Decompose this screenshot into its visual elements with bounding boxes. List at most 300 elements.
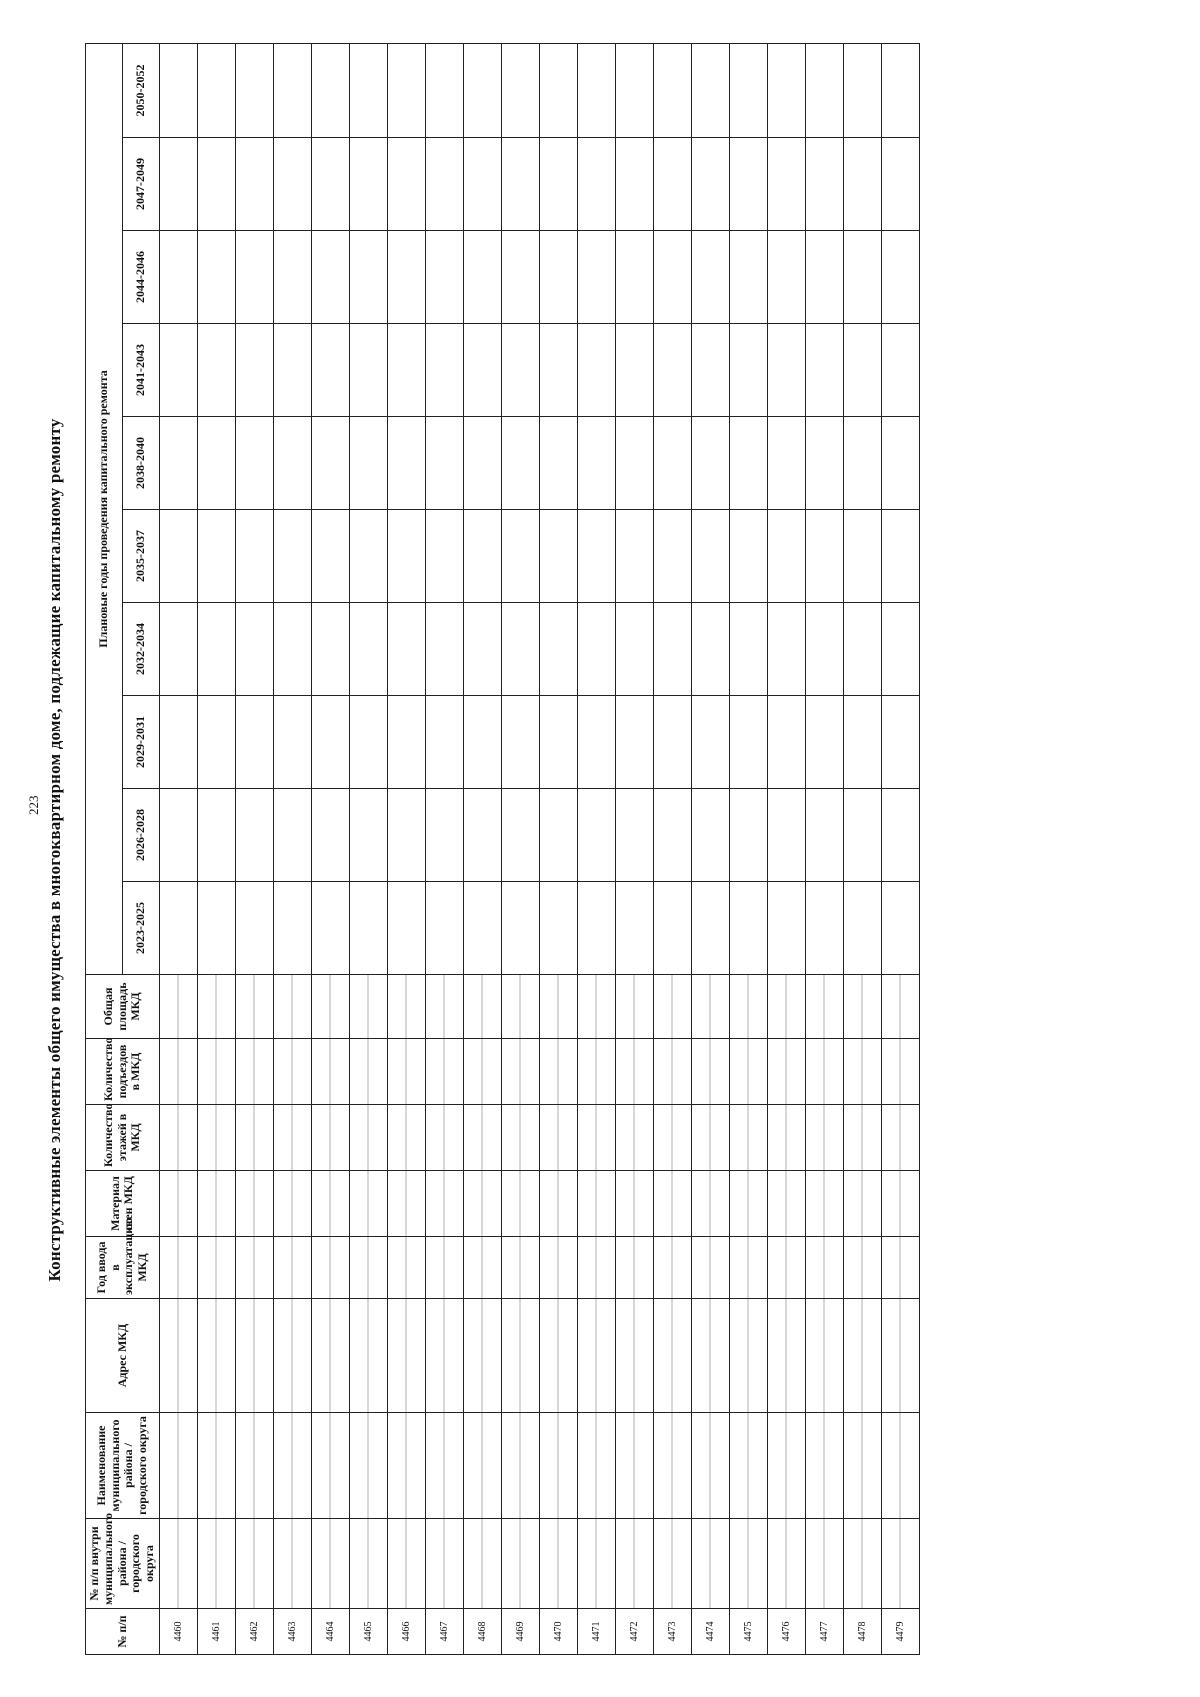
repair-plan-cell bbox=[273, 138, 311, 231]
mkd-detail-cell bbox=[881, 975, 919, 1039]
mkd-detail-cell bbox=[577, 1237, 615, 1299]
repair-plan-cell bbox=[577, 696, 615, 789]
mkd-detail-cell bbox=[273, 1299, 311, 1413]
repair-plan-cell bbox=[539, 231, 577, 324]
repair-plan-cell bbox=[577, 603, 615, 696]
mkd-detail-cell bbox=[197, 1519, 235, 1609]
repair-plan-cell bbox=[311, 510, 349, 603]
mkd-detail-cell bbox=[425, 1413, 463, 1519]
col-municipality: Наименование муниципального района / городского округа bbox=[86, 1413, 160, 1519]
repair-plan-cell bbox=[805, 417, 843, 510]
repair-plan-cell bbox=[501, 231, 539, 324]
mkd-detail-cell bbox=[691, 1039, 729, 1105]
mkd-detail-cell bbox=[805, 1171, 843, 1237]
row-number: 4470 bbox=[539, 1609, 577, 1655]
mkd-detail-cell bbox=[881, 1299, 919, 1413]
row-number: 4469 bbox=[501, 1609, 539, 1655]
year-column: 2032-2034 bbox=[122, 603, 159, 696]
mkd-detail-cell bbox=[387, 1105, 425, 1171]
mkd-detail-cell bbox=[653, 1105, 691, 1171]
repair-plan-cell bbox=[197, 417, 235, 510]
repair-plan-cell bbox=[615, 603, 653, 696]
mkd-detail-cell bbox=[881, 1237, 919, 1299]
page-number: 223 bbox=[26, 795, 41, 815]
row-number: 4473 bbox=[653, 1609, 691, 1655]
mkd-detail-cell bbox=[729, 1039, 767, 1105]
repair-plan-cell bbox=[387, 789, 425, 882]
repair-plan-cell bbox=[235, 43, 273, 137]
capital-repair-register-table bbox=[85, 43, 920, 1655]
mkd-detail-cell bbox=[197, 1039, 235, 1105]
mkd-detail-cell bbox=[387, 1039, 425, 1105]
row-number: 4478 bbox=[843, 1609, 881, 1655]
repair-plan-cell bbox=[501, 603, 539, 696]
document-title: Конструктивные элементы общего имущества в многоквартирном доме, подлежащие капитальному ремонту bbox=[45, 418, 64, 1282]
repair-plan-cell bbox=[881, 324, 919, 417]
mkd-detail-cell bbox=[615, 1519, 653, 1609]
mkd-detail-cell bbox=[767, 1413, 805, 1519]
rotated-sheet bbox=[45, 45, 1155, 1655]
year-column: 2029-2031 bbox=[122, 696, 159, 789]
repair-plan-cell bbox=[349, 231, 387, 324]
repair-plan-cell bbox=[463, 696, 501, 789]
repair-plan-cell bbox=[349, 696, 387, 789]
repair-plan-cell bbox=[311, 789, 349, 882]
repair-plan-cell bbox=[425, 510, 463, 603]
repair-plan-cell bbox=[197, 231, 235, 324]
repair-plan-cell bbox=[235, 510, 273, 603]
row-number: 4475 bbox=[729, 1609, 767, 1655]
year-column: 2047-2049 bbox=[122, 138, 159, 231]
repair-plan-cell bbox=[159, 603, 197, 696]
mkd-detail-cell bbox=[615, 1039, 653, 1105]
planned-years-heading: Плановые годы проведения капитального ремонта bbox=[86, 43, 123, 974]
col-row-no: № п/п bbox=[86, 1609, 160, 1655]
repair-plan-cell bbox=[881, 696, 919, 789]
repair-plan-cell bbox=[501, 510, 539, 603]
repair-plan-cell bbox=[159, 231, 197, 324]
mkd-detail-cell bbox=[273, 1105, 311, 1171]
row-number: 4462 bbox=[235, 1609, 273, 1655]
mkd-detail-cell bbox=[843, 1413, 881, 1519]
repair-plan-cell bbox=[767, 324, 805, 417]
mkd-detail-cell bbox=[881, 1171, 919, 1237]
repair-plan-cell bbox=[805, 789, 843, 882]
mkd-detail-cell bbox=[843, 1299, 881, 1413]
repair-plan-cell bbox=[577, 43, 615, 137]
mkd-detail-cell bbox=[805, 1237, 843, 1299]
mkd-detail-cell bbox=[691, 1299, 729, 1413]
repair-plan-cell bbox=[463, 882, 501, 975]
mkd-detail-cell bbox=[767, 1519, 805, 1609]
mkd-detail-cell bbox=[767, 1105, 805, 1171]
repair-plan-cell bbox=[197, 696, 235, 789]
repair-plan-cell bbox=[577, 231, 615, 324]
repair-plan-cell bbox=[881, 138, 919, 231]
mkd-detail-cell bbox=[843, 1171, 881, 1237]
mkd-detail-cell bbox=[197, 1413, 235, 1519]
mkd-detail-cell bbox=[767, 1299, 805, 1413]
mkd-detail-cell bbox=[425, 1039, 463, 1105]
mkd-detail-cell bbox=[691, 1413, 729, 1519]
repair-plan-cell bbox=[615, 231, 653, 324]
repair-plan-cell bbox=[805, 43, 843, 137]
repair-plan-cell bbox=[729, 882, 767, 975]
mkd-detail-cell bbox=[767, 1237, 805, 1299]
year-column: 2038-2040 bbox=[122, 417, 159, 510]
repair-plan-cell bbox=[273, 510, 311, 603]
row-number: 4464 bbox=[311, 1609, 349, 1655]
mkd-detail-cell bbox=[539, 1413, 577, 1519]
repair-plan-cell bbox=[539, 417, 577, 510]
mkd-detail-cell bbox=[349, 975, 387, 1039]
repair-plan-cell bbox=[159, 510, 197, 603]
table-row bbox=[197, 43, 235, 1654]
mkd-detail-cell bbox=[387, 1171, 425, 1237]
mkd-detail-cell bbox=[539, 1237, 577, 1299]
row-number: 4468 bbox=[463, 1609, 501, 1655]
repair-plan-cell bbox=[615, 324, 653, 417]
repair-plan-cell bbox=[767, 43, 805, 137]
mkd-detail-cell bbox=[881, 1039, 919, 1105]
repair-plan-cell bbox=[805, 696, 843, 789]
mkd-detail-cell bbox=[805, 1105, 843, 1171]
mkd-detail-cell bbox=[805, 1519, 843, 1609]
repair-plan-cell bbox=[197, 138, 235, 231]
repair-plan-cell bbox=[767, 417, 805, 510]
mkd-detail-cell bbox=[425, 1299, 463, 1413]
mkd-detail-cell bbox=[501, 1171, 539, 1237]
mkd-detail-cell bbox=[425, 975, 463, 1039]
mkd-detail-cell bbox=[273, 1171, 311, 1237]
repair-plan-cell bbox=[159, 789, 197, 882]
repair-plan-cell bbox=[881, 510, 919, 603]
mkd-detail-cell bbox=[539, 1105, 577, 1171]
mkd-detail-cell bbox=[235, 1039, 273, 1105]
mkd-detail-cell bbox=[349, 1413, 387, 1519]
mkd-detail-cell bbox=[881, 1105, 919, 1171]
repair-plan-cell bbox=[501, 138, 539, 231]
year-column: 2035-2037 bbox=[122, 510, 159, 603]
repair-plan-cell bbox=[311, 603, 349, 696]
mkd-detail-cell bbox=[425, 1519, 463, 1609]
mkd-detail-cell bbox=[843, 975, 881, 1039]
repair-plan-cell bbox=[805, 510, 843, 603]
repair-plan-cell bbox=[691, 696, 729, 789]
repair-plan-cell bbox=[387, 417, 425, 510]
mkd-detail-cell bbox=[197, 1105, 235, 1171]
repair-plan-cell bbox=[539, 696, 577, 789]
table-row bbox=[767, 43, 805, 1654]
row-number: 4477 bbox=[805, 1609, 843, 1655]
year-column: 2050-2052 bbox=[122, 43, 159, 137]
mkd-detail-cell bbox=[463, 1105, 501, 1171]
repair-plan-cell bbox=[653, 417, 691, 510]
repair-plan-cell bbox=[501, 789, 539, 882]
mkd-detail-cell bbox=[729, 1413, 767, 1519]
col-wall-material: Материал стен МКД bbox=[86, 1171, 160, 1237]
repair-plan-cell bbox=[425, 789, 463, 882]
mkd-detail-cell bbox=[349, 1039, 387, 1105]
repair-plan-cell bbox=[349, 417, 387, 510]
repair-plan-cell bbox=[805, 231, 843, 324]
repair-plan-cell bbox=[767, 882, 805, 975]
mkd-detail-cell bbox=[387, 1237, 425, 1299]
repair-plan-cell bbox=[273, 696, 311, 789]
col-area: Общая площадь МКД bbox=[86, 975, 160, 1039]
mkd-detail-cell bbox=[197, 975, 235, 1039]
mkd-detail-cell bbox=[577, 1039, 615, 1105]
repair-plan-cell bbox=[273, 324, 311, 417]
repair-plan-cell bbox=[577, 510, 615, 603]
mkd-detail-cell bbox=[235, 1105, 273, 1171]
mkd-detail-cell bbox=[387, 1413, 425, 1519]
mkd-detail-cell bbox=[235, 975, 273, 1039]
repair-plan-cell bbox=[539, 603, 577, 696]
mkd-detail-cell bbox=[539, 975, 577, 1039]
mkd-detail-cell bbox=[539, 1299, 577, 1413]
repair-plan-cell bbox=[235, 603, 273, 696]
repair-plan-cell bbox=[349, 324, 387, 417]
repair-plan-cell bbox=[691, 231, 729, 324]
mkd-detail-cell bbox=[349, 1299, 387, 1413]
table-row bbox=[501, 43, 539, 1654]
mkd-detail-cell bbox=[691, 1105, 729, 1171]
repair-plan-cell bbox=[425, 231, 463, 324]
mkd-detail-cell bbox=[653, 975, 691, 1039]
mkd-detail-cell bbox=[843, 1039, 881, 1105]
repair-plan-cell bbox=[539, 882, 577, 975]
repair-plan-cell bbox=[615, 43, 653, 137]
mkd-detail-cell bbox=[235, 1237, 273, 1299]
repair-plan-cell bbox=[235, 696, 273, 789]
repair-plan-cell bbox=[653, 510, 691, 603]
repair-plan-cell bbox=[235, 789, 273, 882]
mkd-detail-cell bbox=[311, 1237, 349, 1299]
row-number: 4479 bbox=[881, 1609, 919, 1655]
mkd-detail-cell bbox=[653, 1039, 691, 1105]
repair-plan-cell bbox=[425, 882, 463, 975]
repair-plan-cell bbox=[349, 882, 387, 975]
mkd-detail-cell bbox=[463, 1237, 501, 1299]
row-number: 4471 bbox=[577, 1609, 615, 1655]
mkd-detail-cell bbox=[729, 1519, 767, 1609]
repair-plan-cell bbox=[881, 789, 919, 882]
mkd-detail-cell bbox=[197, 1299, 235, 1413]
mkd-detail-cell bbox=[729, 975, 767, 1039]
mkd-detail-cell bbox=[653, 1237, 691, 1299]
table-row bbox=[539, 43, 577, 1654]
repair-plan-cell bbox=[729, 510, 767, 603]
repair-plan-cell bbox=[843, 231, 881, 324]
mkd-detail-cell bbox=[159, 1413, 197, 1519]
table-row bbox=[273, 43, 311, 1654]
col-entrances: Количество подъездов в МКД bbox=[86, 1039, 160, 1105]
repair-plan-cell bbox=[425, 138, 463, 231]
repair-plan-cell bbox=[273, 417, 311, 510]
mkd-detail-cell bbox=[159, 1237, 197, 1299]
repair-plan-cell bbox=[805, 603, 843, 696]
mkd-detail-cell bbox=[159, 1171, 197, 1237]
mkd-detail-cell bbox=[463, 1413, 501, 1519]
table-row bbox=[463, 43, 501, 1654]
repair-plan-cell bbox=[501, 324, 539, 417]
repair-plan-cell bbox=[235, 138, 273, 231]
repair-plan-cell bbox=[691, 138, 729, 231]
repair-plan-cell bbox=[463, 789, 501, 882]
repair-plan-cell bbox=[767, 789, 805, 882]
repair-plan-cell bbox=[159, 696, 197, 789]
repair-plan-cell bbox=[881, 882, 919, 975]
repair-plan-cell bbox=[425, 43, 463, 137]
row-number: 4474 bbox=[691, 1609, 729, 1655]
repair-plan-cell bbox=[843, 138, 881, 231]
repair-plan-cell bbox=[159, 324, 197, 417]
mkd-detail-cell bbox=[273, 1413, 311, 1519]
repair-plan-cell bbox=[881, 231, 919, 324]
repair-plan-cell bbox=[425, 603, 463, 696]
repair-plan-cell bbox=[653, 603, 691, 696]
mkd-detail-cell bbox=[501, 1299, 539, 1413]
repair-plan-cell bbox=[729, 43, 767, 137]
mkd-detail-cell bbox=[577, 1105, 615, 1171]
repair-plan-cell bbox=[349, 138, 387, 231]
repair-plan-cell bbox=[349, 510, 387, 603]
row-number: 4467 bbox=[425, 1609, 463, 1655]
mkd-detail-cell bbox=[577, 975, 615, 1039]
repair-plan-cell bbox=[615, 789, 653, 882]
repair-plan-cell bbox=[235, 417, 273, 510]
repair-plan-cell bbox=[311, 138, 349, 231]
mkd-detail-cell bbox=[539, 1171, 577, 1237]
row-number: 4472 bbox=[615, 1609, 653, 1655]
mkd-detail-cell bbox=[653, 1171, 691, 1237]
repair-plan-cell bbox=[653, 43, 691, 137]
row-number: 4461 bbox=[197, 1609, 235, 1655]
repair-plan-cell bbox=[539, 43, 577, 137]
repair-plan-cell bbox=[843, 43, 881, 137]
mkd-detail-cell bbox=[843, 1519, 881, 1609]
table-row bbox=[349, 43, 387, 1654]
mkd-detail-cell bbox=[273, 1519, 311, 1609]
repair-plan-cell bbox=[653, 882, 691, 975]
repair-plan-cell bbox=[501, 43, 539, 137]
repair-plan-cell bbox=[197, 324, 235, 417]
year-column: 2023-2025 bbox=[122, 882, 159, 975]
repair-plan-cell bbox=[463, 231, 501, 324]
mkd-detail-cell bbox=[159, 1519, 197, 1609]
repair-plan-cell bbox=[881, 43, 919, 137]
mkd-detail-cell bbox=[805, 1039, 843, 1105]
repair-plan-cell bbox=[273, 603, 311, 696]
repair-plan-cell bbox=[273, 231, 311, 324]
mkd-detail-cell bbox=[805, 1413, 843, 1519]
mkd-detail-cell bbox=[615, 1171, 653, 1237]
repair-plan-cell bbox=[805, 324, 843, 417]
mkd-detail-cell bbox=[653, 1413, 691, 1519]
mkd-detail-cell bbox=[729, 1105, 767, 1171]
repair-plan-cell bbox=[311, 882, 349, 975]
repair-plan-cell bbox=[273, 789, 311, 882]
mkd-detail-cell bbox=[463, 975, 501, 1039]
repair-plan-cell bbox=[805, 882, 843, 975]
mkd-detail-cell bbox=[729, 1171, 767, 1237]
repair-plan-cell bbox=[729, 696, 767, 789]
repair-plan-cell bbox=[843, 417, 881, 510]
mkd-detail-cell bbox=[577, 1519, 615, 1609]
mkd-detail-cell bbox=[463, 1299, 501, 1413]
mkd-detail-cell bbox=[311, 1105, 349, 1171]
mkd-detail-cell bbox=[159, 1105, 197, 1171]
repair-plan-cell bbox=[729, 231, 767, 324]
repair-plan-cell bbox=[539, 138, 577, 231]
mkd-detail-cell bbox=[349, 1171, 387, 1237]
repair-plan-cell bbox=[311, 43, 349, 137]
repair-plan-cell bbox=[881, 417, 919, 510]
repair-plan-cell bbox=[843, 324, 881, 417]
repair-plan-cell bbox=[539, 789, 577, 882]
mkd-detail-cell bbox=[273, 1039, 311, 1105]
mkd-detail-cell bbox=[387, 975, 425, 1039]
table-row bbox=[387, 43, 425, 1654]
table-row bbox=[615, 43, 653, 1654]
mkd-detail-cell bbox=[197, 1171, 235, 1237]
mkd-detail-cell bbox=[273, 1237, 311, 1299]
repair-plan-cell bbox=[881, 603, 919, 696]
mkd-detail-cell bbox=[235, 1299, 273, 1413]
mkd-detail-cell bbox=[501, 1039, 539, 1105]
repair-plan-cell bbox=[197, 43, 235, 137]
mkd-detail-cell bbox=[615, 1299, 653, 1413]
repair-plan-cell bbox=[843, 603, 881, 696]
repair-plan-cell bbox=[577, 138, 615, 231]
table-row bbox=[235, 43, 273, 1654]
mkd-detail-cell bbox=[767, 1039, 805, 1105]
repair-plan-cell bbox=[235, 324, 273, 417]
repair-plan-cell bbox=[843, 696, 881, 789]
repair-plan-cell bbox=[577, 789, 615, 882]
table-row bbox=[805, 43, 843, 1654]
repair-plan-cell bbox=[577, 882, 615, 975]
repair-plan-cell bbox=[691, 43, 729, 137]
mkd-detail-cell bbox=[387, 1519, 425, 1609]
repair-plan-cell bbox=[197, 510, 235, 603]
repair-plan-cell bbox=[577, 417, 615, 510]
mkd-detail-cell bbox=[881, 1519, 919, 1609]
col-address: Адрес МКД bbox=[86, 1299, 160, 1413]
mkd-detail-cell bbox=[729, 1299, 767, 1413]
mkd-detail-cell bbox=[501, 975, 539, 1039]
repair-plan-cell bbox=[615, 882, 653, 975]
repair-plan-cell bbox=[767, 510, 805, 603]
repair-plan-cell bbox=[463, 417, 501, 510]
col-year-built: Год ввода в эксплуатацию МКД bbox=[86, 1237, 160, 1299]
mkd-detail-cell bbox=[767, 975, 805, 1039]
mkd-detail-cell bbox=[577, 1413, 615, 1519]
mkd-detail-cell bbox=[197, 1237, 235, 1299]
mkd-detail-cell bbox=[691, 1237, 729, 1299]
repair-plan-cell bbox=[463, 138, 501, 231]
repair-plan-cell bbox=[691, 789, 729, 882]
repair-plan-cell bbox=[273, 43, 311, 137]
mkd-detail-cell bbox=[615, 975, 653, 1039]
repair-plan-cell bbox=[691, 603, 729, 696]
mkd-detail-cell bbox=[159, 1039, 197, 1105]
repair-plan-cell bbox=[843, 789, 881, 882]
mkd-detail-cell bbox=[729, 1237, 767, 1299]
repair-plan-cell bbox=[387, 882, 425, 975]
year-column: 2026-2028 bbox=[122, 789, 159, 882]
